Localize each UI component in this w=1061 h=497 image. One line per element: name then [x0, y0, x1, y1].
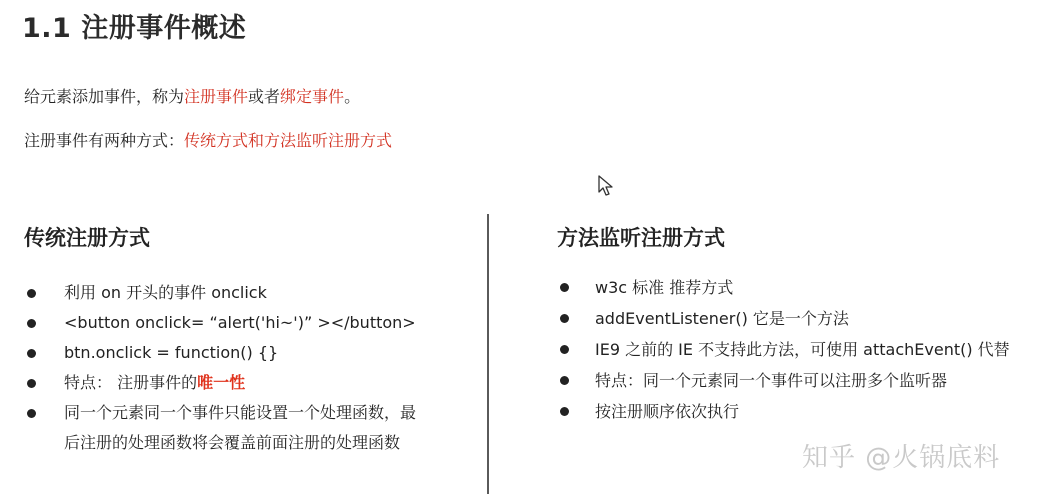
intro-text: 或者 [248, 87, 281, 106]
bullet-dot-icon [560, 314, 569, 323]
traditional-list [24, 278, 474, 458]
bullet-dot-icon [560, 345, 569, 354]
bullet-dot-icon [560, 283, 569, 292]
bullet-dot-icon [27, 379, 36, 388]
intro-highlight-bind: 绑定事件 [280, 87, 345, 106]
page-title: 1.1 注册事件概述 [22, 13, 247, 44]
list-item: 同一个元素同一个事件只能设置一个处理函数，最 后注册的处理函数将会覆盖前面注册的处理函数 [24, 398, 474, 458]
intro-text: 给元素添加事件，称为 [24, 87, 185, 106]
list-item: IE9 之前的 IE 不支持此方法，可使用 attachEvent() 代替 [557, 334, 1057, 365]
intro-text: 。 [344, 87, 361, 106]
listener-list [557, 272, 1057, 427]
intro-highlight-methods: 传统方式和方法监听注册方式 [184, 131, 393, 150]
bullet-dot-icon [27, 349, 36, 358]
list-item: addEventListener() 它是一个方法 [557, 303, 1057, 334]
list-item: <button onclick= “alert('hi~')” ></button> [24, 308, 474, 338]
list-item: btn.onclick = function() {} [24, 338, 474, 368]
listener-heading: 方法监听注册方式 [557, 226, 725, 250]
intro-text: 注册事件有两种方式： [24, 131, 185, 150]
list-item: w3c 标准 推荐方式 [557, 272, 1057, 303]
intro-line-2 [24, 128, 392, 151]
list-item: 利用 on 开头的事件 onclick [24, 278, 474, 308]
intro-line-1 [24, 84, 360, 107]
bullet-dot-icon [27, 409, 36, 418]
intro-highlight-register: 注册事件 [184, 87, 249, 106]
bullet-dot-icon [27, 289, 36, 298]
column-divider [487, 214, 489, 494]
uniqueness-highlight: 唯一性 [197, 373, 246, 392]
bullet-dot-icon [560, 376, 569, 385]
list-item: 特点：同一个元素同一个事件可以注册多个监听器 [557, 365, 1057, 396]
list-item: 按注册顺序依次执行 [557, 396, 1057, 427]
bullet-dot-icon [560, 407, 569, 416]
traditional-heading: 传统注册方式 [24, 226, 150, 250]
list-item: 特点： 注册事件的唯一性 [24, 368, 474, 398]
mouse-pointer-icon [598, 175, 614, 197]
bullet-dot-icon [27, 319, 36, 328]
watermark: 知乎 @火锅底料 [802, 443, 1001, 473]
